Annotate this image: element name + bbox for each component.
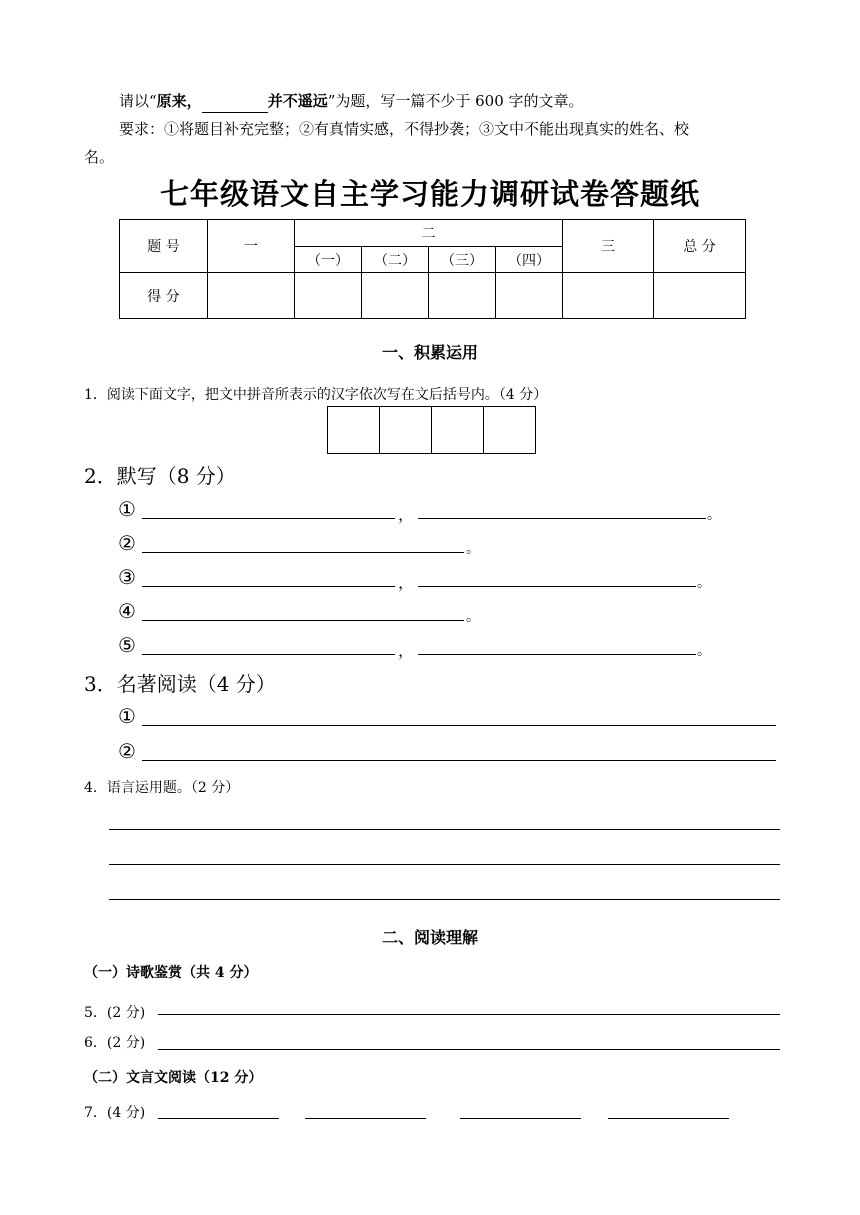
mark-2: ② — [118, 739, 136, 763]
mark-2: ② — [118, 531, 136, 555]
answer-line[interactable] — [142, 552, 464, 553]
comma: ， — [398, 641, 415, 660]
score-cell[interactable] — [429, 273, 496, 319]
comma: ， — [398, 573, 415, 592]
answer-line[interactable] — [142, 586, 395, 587]
period: 。 — [697, 575, 711, 591]
question-6: 6．(2 分) — [84, 1035, 146, 1051]
subsection-1: （一）诗歌鉴赏（共 4 分） — [84, 965, 258, 981]
prompt-prefix: 请以“ — [119, 92, 157, 110]
prompt-bold1: 原来， — [156, 92, 202, 110]
score-cell[interactable] — [295, 273, 362, 319]
period: 。 — [707, 507, 721, 523]
mark-5: ⑤ — [118, 633, 136, 657]
answer-box[interactable] — [483, 406, 536, 454]
score-cell[interactable] — [496, 273, 563, 319]
essay-prompt — [119, 90, 584, 113]
essay-requirement: 要求：①将题目补充完整；②有真情实感，不得抄袭；③文中不能出现真实的姓名、校 — [119, 120, 690, 138]
answer-line[interactable] — [158, 1014, 780, 1015]
answer-line[interactable] — [158, 1049, 780, 1050]
prompt-suffix: ”为题，写一篇不少于 600 字的文章。 — [327, 92, 584, 110]
score-cell[interactable] — [654, 273, 746, 319]
sub-header: （二） — [362, 247, 429, 273]
answer-box[interactable] — [431, 406, 484, 454]
answer-line[interactable] — [142, 725, 776, 726]
period: 。 — [697, 643, 711, 659]
question-7: 7．(4 分) — [84, 1105, 146, 1121]
period: 。 — [466, 609, 480, 625]
answer-line[interactable] — [158, 1118, 279, 1119]
question-1: 1．阅读下面文字，把文中拼音所表示的汉字依次写在文后括号内。（4 分） — [84, 387, 548, 403]
header-col2: 二 — [295, 220, 563, 247]
answer-box[interactable] — [327, 406, 380, 454]
answer-line[interactable] — [142, 760, 776, 761]
answer-line[interactable] — [109, 829, 780, 830]
answer-line[interactable] — [608, 1118, 729, 1119]
question-3: 3．名著阅读（4 分） — [84, 672, 276, 696]
sub-header: （三） — [429, 247, 496, 273]
question-5: 5．(2 分) — [84, 1005, 146, 1021]
section-heading-2: 二、阅读理解 — [381, 928, 478, 947]
mark-1: ① — [118, 497, 136, 521]
header-col1: 一 — [208, 220, 295, 273]
score-cell[interactable] — [362, 273, 429, 319]
prompt-bold2: 并不遥远 — [267, 92, 328, 110]
answer-line[interactable] — [418, 586, 696, 587]
header-label: 题 号 — [120, 220, 208, 273]
title-blank — [202, 90, 268, 113]
mark-1: ① — [118, 704, 136, 728]
answer-line[interactable] — [460, 1118, 581, 1119]
answer-line[interactable] — [142, 654, 395, 655]
answer-line[interactable] — [142, 518, 395, 519]
mark-3: ③ — [118, 565, 136, 589]
answer-line[interactable] — [109, 864, 780, 865]
mark-4: ④ — [118, 599, 136, 623]
question-4: 4．语言运用题。（2 分） — [84, 780, 240, 796]
essay-requirement-cont: 名。 — [84, 148, 115, 166]
answer-box[interactable] — [379, 406, 432, 454]
answer-line[interactable] — [418, 518, 706, 519]
header-col3: 三 — [563, 220, 654, 273]
section-heading-1: 一、积累运用 — [381, 343, 478, 362]
answer-line[interactable] — [305, 1118, 426, 1119]
answer-line[interactable] — [418, 654, 696, 655]
page-title: 七年级语文自主学习能力调研试卷答题纸 — [159, 177, 700, 211]
comma: ， — [398, 505, 415, 524]
score-cell[interactable] — [563, 273, 654, 319]
answer-boxes — [328, 406, 536, 454]
sub-header: （四） — [496, 247, 563, 273]
score-table — [119, 219, 746, 319]
question-2: 2．默写（8 分） — [84, 464, 236, 488]
score-cell[interactable] — [208, 273, 295, 319]
score-row-label: 得 分 — [120, 273, 208, 319]
answer-line[interactable] — [109, 899, 780, 900]
period: 。 — [466, 541, 480, 557]
answer-line[interactable] — [142, 620, 464, 621]
sub-header: （一） — [295, 247, 362, 273]
header-col4: 总 分 — [654, 220, 746, 273]
subsection-2: （二）文言文阅读（12 分） — [84, 1070, 263, 1086]
